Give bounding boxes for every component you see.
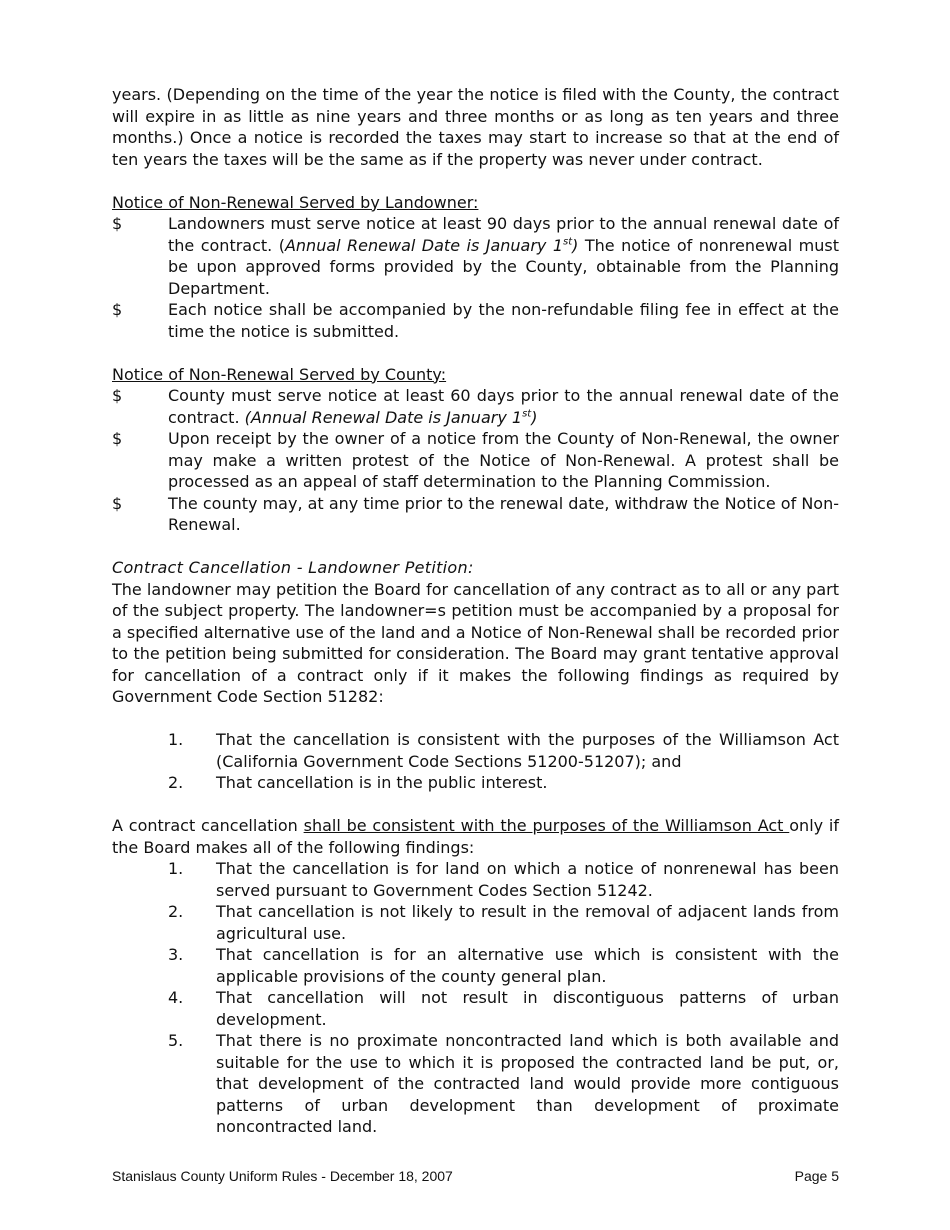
list-item: 1. That the cancellation is consistent with the purposes of the Williamson Act (California Government Code Sections 51200-51207); and <box>168 730 839 771</box>
list-item: $ Each notice shall be accompanied by the non-refundable filing fee in effect at the time the notice is submitted. <box>112 300 839 341</box>
cancellation-heading: Contract Cancellation - Landowner Petition: <box>112 558 474 577</box>
list-item: 1. That the cancellation is for land on which a notice of nonrenewal has been served pursuant to Government Codes Section 51242. <box>168 859 839 900</box>
bullet-mark: $ <box>112 214 123 233</box>
list-item: 4. That cancellation will not result in discontiguous patterns of urban development. <box>168 988 839 1029</box>
list-item: 5. That there is no proximate noncontracted land which is both available and suitable for the use to which it is proposed the contracted land be put, or, that development of the contracted land would provide more contiguous patterns of urban development than development of proximate noncontracted land. <box>168 1031 839 1136</box>
consistency-paragraph: A contract cancellation shall be consistent with the purposes of the Williamson Act only if the Board makes all of the following findings: <box>112 816 840 857</box>
list-item: 2. That cancellation is in the public interest. <box>168 773 548 792</box>
page-number: Page 5 <box>794 1168 839 1184</box>
bullet-mark: $ <box>112 386 123 405</box>
list-item: $ County must serve notice at least 60 days prior to the annual renewal date of the contract. (Annual Renewal Date is January 1st) <box>112 386 839 427</box>
list-item: 2. That cancellation is not likely to result in the removal of adjacent lands from agricultural use. <box>168 902 839 943</box>
cancellation-paragraph: The landowner may petition the Board for cancellation of any contract as to all or any part of the subject property. The landowner=s petition must be accompanied by a proposal for a specified alternative use of the land and a Notice of Non-Renewal shall be recorded prior to the petition being submitted for consideration. The Board may grant tentative approval for cancellation of a contract only if it makes the following findings as required by Government Code Section 51282: <box>112 579 839 706</box>
list-item: 3. That cancellation is for an alternative use which is consistent with the applicable provisions of the county general plan. <box>168 945 839 986</box>
county-notice-heading: Notice of Non-Renewal Served by County: <box>112 364 447 384</box>
footer-title: Stanislaus County Uniform Rules - December 18, 2007 <box>112 1168 453 1184</box>
page-footer <box>112 1168 839 1184</box>
bullet-mark: $ <box>112 300 123 319</box>
list-item: $ The county may, at any time prior to the renewal date, withdraw the Notice of Non-Renewal. <box>112 493 839 534</box>
landowner-notice-heading: Notice of Non-Renewal Served by Landowner: <box>112 192 479 212</box>
intro-paragraph: years. (Depending on the time of the year the notice is filed with the County, the contract will expire in as little as nine years and three months or as long as ten years and three months.) Once a notice is recorded the taxes may start to increase so that at the end of ten years the taxes will be the same as if the property was never under contract. <box>112 85 839 169</box>
document-page <box>112 84 839 1138</box>
bullet-mark: $ <box>112 493 123 513</box>
list-item: $ Landowners must serve notice at least 90 days prior to the annual renewal date of the contract. (Annual Renewal Date is January 1st) The notice of nonrenewal must be upon approved forms provided by the County, obtainable from the Planning Department. <box>112 214 839 298</box>
bullet-mark: $ <box>112 429 123 448</box>
list-item: $ Upon receipt by the owner of a notice from the County of Non-Renewal, the owner may make a written protest of the Notice of Non-Renewal. A protest shall be processed as an appeal of staff determination to the Planning Commission. <box>112 429 839 491</box>
